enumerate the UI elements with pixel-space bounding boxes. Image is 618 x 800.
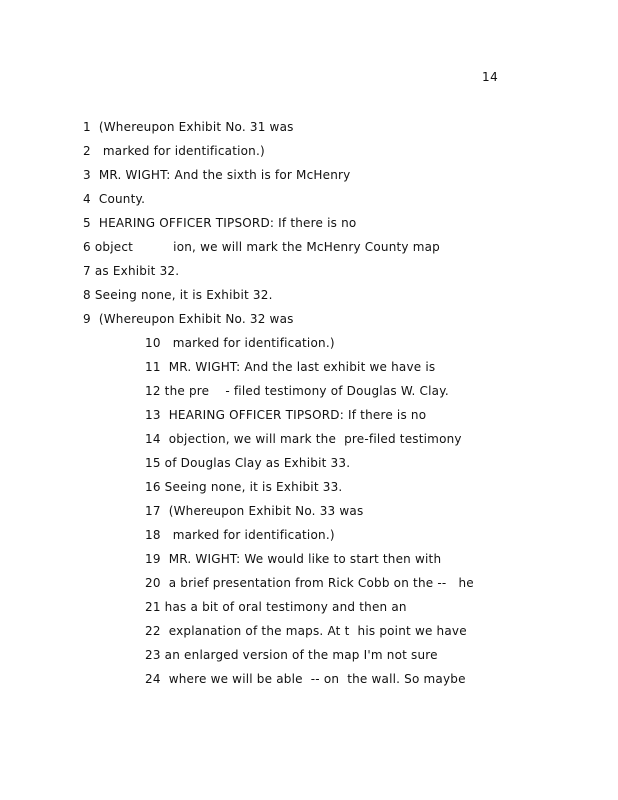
transcript-line-2: 2 marked for identification.) <box>83 144 265 158</box>
transcript-line-22: 22 explanation of the maps. At t his point we have <box>145 624 467 638</box>
transcript-line-9: 9 (Whereupon Exhibit No. 32 was <box>83 312 294 326</box>
transcript-line-8: 8 Seeing none, it is Exhibit 32. <box>83 288 273 302</box>
transcript-line-1: 1 (Whereupon Exhibit No. 31 was <box>83 120 294 134</box>
transcript-line-15: 15 of Douglas Clay as Exhibit 33. <box>145 456 351 470</box>
transcript-line-24: 24 where we will be able -- on the wall. So maybe <box>145 672 466 686</box>
transcript-line-7: 7 as Exhibit 32. <box>83 264 180 278</box>
transcript-line-3: 3 MR. WIGHT: And the sixth is for McHenry <box>83 168 351 182</box>
transcript-line-18: 18 marked for identification.) <box>145 528 335 542</box>
transcript-line-14: 14 objection, we will mark the pre-filed testimony <box>145 432 462 446</box>
transcript-line-17: 17 (Whereupon Exhibit No. 33 was <box>145 504 364 518</box>
transcript-line-23: 23 an enlarged version of the map I'm not sure <box>145 648 438 662</box>
transcript-line-20: 20 a brief presentation from Rick Cobb on the -- he <box>145 576 474 590</box>
transcript-line-5: 5 HEARING OFFICER TIPSORD: If there is no <box>83 216 357 230</box>
transcript-line-21: 21 has a bit of oral testimony and then an <box>145 600 407 614</box>
transcript-line-10: 10 marked for identification.) <box>145 336 335 350</box>
transcript-line-4: 4 County. <box>83 192 146 206</box>
transcript-line-12: 12 the pre - filed testimony of Douglas W. Clay. <box>145 384 449 398</box>
page-number: 14 <box>482 70 499 84</box>
transcript-line-11: 11 MR. WIGHT: And the last exhibit we have is <box>145 360 436 374</box>
transcript-line-13: 13 HEARING OFFICER TIPSORD: If there is no <box>145 408 427 422</box>
transcript-line-6: 6 object ion, we will mark the McHenry County map <box>83 240 440 254</box>
transcript-line-19: 19 MR. WIGHT: We would like to start then with <box>145 552 442 566</box>
transcript-line-16: 16 Seeing none, it is Exhibit 33. <box>145 480 343 494</box>
